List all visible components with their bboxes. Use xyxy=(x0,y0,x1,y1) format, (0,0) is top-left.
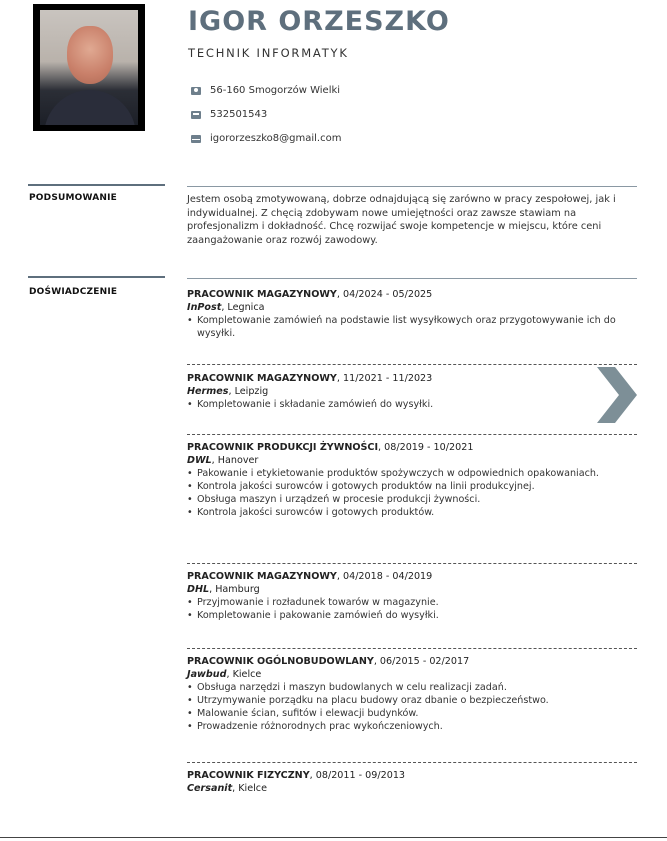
duty-item: • Obsługa narzędzi i maszyn budowlanych w celu realizacji zadań. xyxy=(187,681,637,694)
experience-position: PRACOWNIK FIZYCZNY xyxy=(187,770,310,781)
experience-company-name: Cersanit xyxy=(187,783,233,794)
experience-duties xyxy=(187,398,637,411)
experience-divider-right xyxy=(187,278,637,279)
experience-entry xyxy=(187,769,637,795)
experience-company xyxy=(187,454,637,467)
experience-entry xyxy=(187,570,637,622)
job-title: TECHNIK INFORMATYK xyxy=(188,46,349,60)
experience-entry xyxy=(187,441,637,519)
profile-photo-image xyxy=(40,10,138,125)
experience-city: , Hanover xyxy=(211,455,259,466)
entry-separator xyxy=(187,434,637,435)
experience-title xyxy=(187,655,637,668)
experience-title xyxy=(187,441,637,454)
experience-duties xyxy=(187,314,637,340)
experience-title xyxy=(187,769,637,782)
experience-position: PRACOWNIK OGÓLNOBUDOWLANY xyxy=(187,656,374,667)
duty-item: • Malowanie ścian, sufitów i elewacji budynków. xyxy=(187,707,637,720)
experience-section-title: DOŚWIADCZENIE xyxy=(29,287,118,297)
experience-city: , Kielce xyxy=(226,669,262,680)
experience-dates: , 06/2015 - 02/2017 xyxy=(373,656,470,667)
experience-entry xyxy=(187,372,637,411)
summary-divider-right xyxy=(187,186,637,187)
experience-duties xyxy=(187,681,637,733)
duty-item: • Kompletowanie i pakowanie zamówień do wysyłki. xyxy=(187,609,637,622)
summary-text: Jestem osobą zmotywowaną, dobrze odnajdującą się zarówno w pracy zespołowej, jak i indywidualnej. Z chęcią zdobywam nowe umiejętności oraz zawsze stawiam na profesjonalizm i dokładność. Chcę rozwijać swoje kompetencje w miejscu, które ceni zaangażowanie oraz rozwój zawodowy. xyxy=(187,194,616,246)
experience-company-name: InPost xyxy=(187,302,222,313)
candidate-name: IGOR ORZESZKO xyxy=(188,6,450,37)
summary-divider-left xyxy=(28,184,165,186)
experience-company-name: DHL xyxy=(187,584,210,595)
duty-item: • Prowadzenie różnorodnych prac wykończeniowych. xyxy=(187,720,637,733)
experience-company xyxy=(187,385,637,398)
next-page-chevron-icon[interactable] xyxy=(597,367,637,423)
experience-city: , Legnica xyxy=(221,302,265,313)
experience-title xyxy=(187,372,637,385)
duty-item: • Przyjmowanie i rozładunek towarów w magazynie. xyxy=(187,596,637,609)
entry-separator xyxy=(187,364,637,365)
duty-item: • Kontrola jakości surowców i gotowych produktów na linii produkcyjnej. xyxy=(187,480,637,493)
experience-duties xyxy=(187,467,637,519)
experience-dates: , 08/2011 - 09/2013 xyxy=(309,770,406,781)
experience-company-name: Jawbud xyxy=(187,669,227,680)
experience-company xyxy=(187,782,637,795)
experience-position: PRACOWNIK MAGAZYNOWY xyxy=(187,373,337,384)
entry-separator xyxy=(187,563,637,564)
contact-email[interactable] xyxy=(191,133,341,144)
experience-dates: , 04/2018 - 04/2019 xyxy=(336,571,433,582)
duty-item: • Pakowanie i etykietowanie produktów spożywczych w odpowiednich opakowaniach. xyxy=(187,467,637,480)
contact-phone xyxy=(191,109,267,120)
photo-face xyxy=(67,26,113,84)
experience-duties xyxy=(187,596,637,622)
experience-entry xyxy=(187,288,637,340)
contact-email-text[interactable]: igororzeszko8@gmail.com xyxy=(210,133,342,144)
mail-icon xyxy=(191,135,201,143)
experience-divider-left xyxy=(28,276,165,278)
entry-separator xyxy=(187,648,637,649)
experience-city: , Leipzig xyxy=(228,386,269,397)
entry-separator xyxy=(187,762,637,763)
contact-address-text: 56-160 Smogorzów Wielki xyxy=(210,85,341,96)
experience-dates: , 08/2019 - 10/2021 xyxy=(378,442,474,453)
page-bottom-border xyxy=(0,837,667,838)
summary-section-title: PODSUMOWANIE xyxy=(29,193,118,203)
duty-item: • Kompletowanie i składanie zamówień do wysyłki. xyxy=(187,398,637,411)
experience-title xyxy=(187,288,637,301)
experience-position: PRACOWNIK MAGAZYNOWY xyxy=(187,289,337,300)
duty-item: • Utrzymywanie porządku na placu budowy oraz dbanie o bezpieczeństwo. xyxy=(187,694,637,707)
phone-icon xyxy=(191,111,201,119)
photo-shoulders xyxy=(44,90,136,125)
experience-city: , Kielce xyxy=(232,783,267,794)
experience-city: , Hamburg xyxy=(209,584,260,595)
experience-company-name: Hermes xyxy=(187,386,229,397)
duty-item: • Obsługa maszyn i urządzeń w procesie produkcji żywności. xyxy=(187,493,637,506)
experience-title xyxy=(187,570,637,583)
experience-company xyxy=(187,583,637,596)
experience-company xyxy=(187,301,637,314)
contact-phone-text: 532501543 xyxy=(210,109,268,120)
experience-position: PRACOWNIK MAGAZYNOWY xyxy=(187,571,337,582)
experience-dates: , 04/2024 - 05/2025 xyxy=(336,289,433,300)
experience-company xyxy=(187,668,637,681)
experience-dates: , 11/2021 - 11/2023 xyxy=(336,373,433,384)
experience-company-name: DWL xyxy=(187,455,212,466)
duty-item: • Kompletowanie zamówień na podstawie list wysyłkowych oraz przygotowywanie ich do wysyłki. xyxy=(187,314,637,340)
map-pin-icon xyxy=(191,87,201,95)
profile-photo xyxy=(33,4,145,131)
duty-item: • Kontrola jakości surowców i gotowych produktów. xyxy=(187,506,637,519)
experience-entry xyxy=(187,655,637,733)
contact-address xyxy=(191,85,340,96)
experience-position: PRACOWNIK PRODUKCJI ŻYWNOŚCI xyxy=(187,442,379,453)
